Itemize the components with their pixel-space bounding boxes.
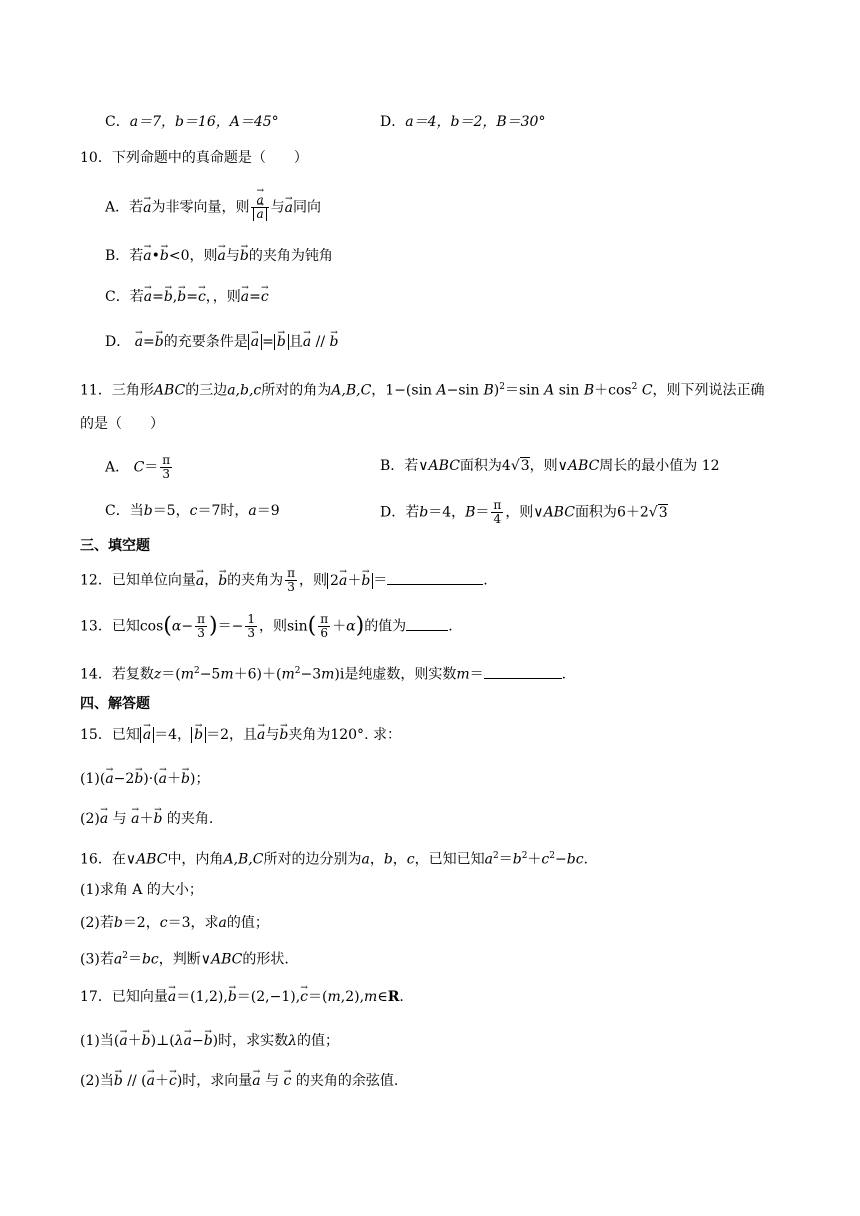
text: 同向 bbox=[293, 199, 321, 216]
text: 为非零向量，则 bbox=[151, 199, 250, 216]
text: 时，求向量 bbox=[182, 1073, 253, 1089]
text: ，已知已知 bbox=[414, 851, 485, 868]
text: ，则 bbox=[189, 248, 218, 264]
text: 面积为 bbox=[459, 458, 502, 474]
text: 的值； bbox=[226, 915, 269, 931]
q10-stem: 10．下列命题中的真命题是（ ） bbox=[80, 150, 308, 166]
text: 11．三角形 bbox=[80, 382, 154, 399]
answer-blank[interactable] bbox=[387, 572, 483, 585]
text: 且 bbox=[288, 334, 303, 350]
text: 的夹角为 bbox=[227, 572, 284, 589]
q17-part-2: (2)当→ b // (→ a＋→ c)时，求向量→ a 与 → c 的夹角的余弦值. bbox=[80, 1071, 398, 1091]
text: 若 bbox=[129, 289, 144, 305]
text: 若 bbox=[405, 504, 420, 521]
text: 14．若复数 bbox=[80, 666, 154, 683]
text: (2)当 bbox=[80, 1073, 114, 1089]
fraction-pi-3: $\frac{\pi}{3}$ bbox=[287, 566, 296, 594]
text: 的值为 bbox=[364, 618, 407, 635]
q14: 14．若复数$z=(m^2-5m+6)+(m^2-3m)i$是纯虚数，则实数m＝ . bbox=[80, 666, 567, 683]
text: . 求： bbox=[364, 727, 401, 743]
text: ，则下列说法正确 bbox=[652, 382, 765, 399]
text: 的夹角的余弦值. bbox=[295, 1073, 399, 1089]
q10-option-a bbox=[105, 194, 321, 221]
option-label: B． bbox=[380, 458, 405, 474]
part-label: (2) bbox=[80, 811, 100, 827]
text: 中，内角 bbox=[167, 851, 224, 868]
text: ，则 bbox=[258, 618, 287, 635]
text: 所对的角为 bbox=[261, 382, 332, 399]
text: 的夹角. bbox=[166, 811, 214, 827]
text: ，则 bbox=[299, 572, 328, 589]
q17: 17．已知向量→ a＝(1,2),→ b＝(2,−1),→ c＝(m,2),m∈R. bbox=[80, 987, 404, 1007]
text: 13．已知 bbox=[80, 618, 140, 635]
q15-part-2: (2)→ a 与 → a＋→ b 的夹角. bbox=[80, 809, 213, 829]
text: ， bbox=[451, 504, 466, 521]
option-label: D． bbox=[380, 504, 406, 521]
part-label: (1) bbox=[80, 771, 100, 787]
text: 与 bbox=[225, 248, 240, 264]
section-heading-solutions: 四、解答题 bbox=[80, 696, 150, 712]
fraction-unit-vector: → a → a bbox=[251, 194, 268, 221]
text: . bbox=[561, 666, 567, 683]
q11-option-c: C．当b＝5，c＝7时，a＝9 bbox=[105, 503, 280, 519]
text: (3)若 bbox=[80, 951, 114, 968]
option-text: a＝4，b＝2，B＝30° bbox=[405, 114, 546, 130]
text: 与 bbox=[270, 199, 285, 216]
text: ，判断∨ bbox=[158, 951, 211, 968]
text: 15．已知 bbox=[80, 727, 140, 743]
q11-option-a: A． C＝ $\frac{\pi}{3}$ bbox=[105, 453, 171, 481]
q10-option-d: D． → a=→ b的充要条件是→ a =→ b 且→ a // → b bbox=[105, 332, 338, 352]
text: 的三边 bbox=[185, 382, 228, 399]
q9-option-c bbox=[105, 112, 279, 132]
q9-option-d bbox=[380, 112, 545, 132]
q16-part-3: (3)若$a^2=bc$，判断∨ABC的形状. bbox=[80, 951, 289, 968]
text: 时，求实数 bbox=[218, 1033, 289, 1049]
q16-part-2: (2)若b＝2，c＝3，求a的值； bbox=[80, 915, 269, 931]
text: 12．已知单位向量 bbox=[80, 572, 196, 589]
answer-blank[interactable] bbox=[484, 666, 562, 679]
option-label: B． bbox=[105, 248, 130, 264]
q16: 16．在∨ABC中，内角A,B,C所对的边分别为a，b，c，已知已知$a^2=b^2+c^2-bc$. bbox=[80, 851, 588, 868]
option-label: C． bbox=[105, 289, 130, 305]
text: 夹角为 bbox=[288, 727, 331, 743]
q17-part-1: (1)当(→ a＋→ b)⊥(λ→ a−→ b)时，求实数λ的值； bbox=[80, 1031, 339, 1051]
vector-a: → a bbox=[285, 198, 293, 218]
section-heading-fill-in: 三、填空题 bbox=[80, 538, 150, 554]
text: 的夹角为钝角 bbox=[248, 248, 333, 264]
text: 与 bbox=[265, 727, 280, 743]
q16-part-1: (1)求角 A 的大小； bbox=[80, 882, 203, 898]
option-text: a＝7，b＝16，A＝45° bbox=[129, 114, 279, 130]
option-label: D． bbox=[105, 334, 131, 350]
option-label: A． bbox=[105, 199, 130, 216]
text: ，则∨ bbox=[505, 504, 544, 521]
text: 面积为 bbox=[574, 504, 617, 521]
option-label: D． bbox=[380, 114, 406, 130]
vector-a: → a bbox=[143, 198, 151, 218]
option-label: C． bbox=[105, 503, 130, 519]
text: (2)若 bbox=[80, 915, 114, 931]
q11-option-d: D．若b＝4，B＝ $\frac{\pi}{4}$ ，则∨ABC面积为6＋2√3 bbox=[380, 498, 668, 526]
text: ， bbox=[177, 727, 192, 743]
text: ， bbox=[175, 503, 190, 519]
q13: 13．已知cos(α− $\frac{\pi}{3}$ )＝− $\frac{1}{3}$ ，则sin( $\frac{\pi}{6}$ ＋α)的值为 . bbox=[80, 612, 453, 640]
text: ， bbox=[371, 382, 386, 399]
text: 与 bbox=[265, 1073, 280, 1089]
text: 当 bbox=[129, 503, 144, 519]
option-label: C． bbox=[105, 114, 130, 130]
text: ，则 bbox=[212, 289, 241, 305]
text: (1)当 bbox=[80, 1033, 114, 1049]
answer-blank[interactable] bbox=[406, 618, 448, 631]
option-label: A． bbox=[105, 459, 130, 476]
text: 是纯虚数，则实数 bbox=[344, 666, 457, 683]
q12: 12．已知单位向量→ a，→ b的夹角为 $\frac{\pi}{3}$ ，则 2→ a＋→ b ＝ . bbox=[80, 567, 488, 594]
q11-stem-cont: 的是（ ） bbox=[80, 416, 164, 432]
text: ，求 bbox=[190, 915, 219, 931]
fraction-pi-4: $\frac{\pi}{4}$ bbox=[493, 498, 502, 526]
text: 17．已知向量 bbox=[80, 989, 168, 1005]
q15-part-1: (1)(→ a−2→ b)·(→ a＋→ b)； bbox=[80, 769, 209, 789]
text: 时， bbox=[220, 503, 249, 519]
text: 16．在∨ bbox=[80, 851, 137, 868]
q10-option-c: C．若→ a=→ b,→ b=→ c，，则→ a=→ c bbox=[105, 287, 269, 307]
text: 若 bbox=[129, 199, 144, 216]
text: 与 bbox=[112, 811, 127, 827]
text: ，且 bbox=[229, 727, 257, 743]
text: ，则∨ bbox=[529, 458, 568, 474]
text: 的充要条件是 bbox=[163, 334, 248, 350]
fraction-pi-3: $\frac{\pi}{3}$ bbox=[162, 453, 171, 481]
text: 若∨ bbox=[404, 458, 429, 474]
q15: 15．已知→ a ＝4，→ b ＝2，且→ a与→ b夹角为120°. 求： bbox=[80, 725, 401, 745]
text: ， bbox=[145, 915, 160, 931]
text: 周长的最小值为 12 bbox=[599, 458, 720, 474]
text: 的形状. bbox=[242, 951, 289, 968]
q10-option-b: B．若→ a•→ b<0，则→ a与→ b的夹角为钝角 bbox=[105, 246, 333, 266]
q11-stem: 11．三角形ABC的三边a,b,c所对的角为A,B,C，1−(sin A−sin B)$^2$＝sin A $\sin B+\cos^2$ C，则下列说法正确 bbox=[80, 382, 765, 399]
text: 的值； bbox=[297, 1033, 340, 1049]
q11-option-b: B．若∨ABC面积为4√3，则∨ABC周长的最小值为 12 bbox=[380, 458, 720, 474]
text: ， bbox=[204, 572, 219, 589]
text: 若 bbox=[129, 248, 144, 264]
text: 所对的边分别为 bbox=[263, 851, 362, 868]
